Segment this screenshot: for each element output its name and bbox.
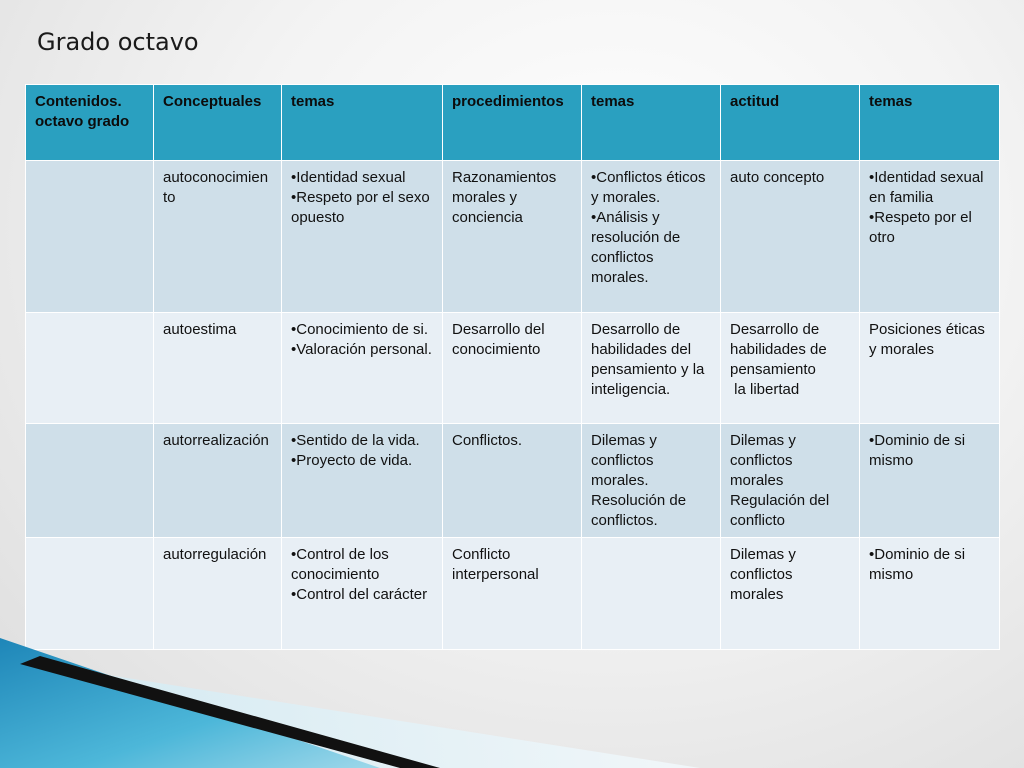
table-cell-procedimientos bbox=[443, 424, 582, 538]
table-cell-temas-1 bbox=[282, 313, 443, 424]
table-cell-temas-3 bbox=[860, 313, 1000, 424]
table-cell-contenidos bbox=[26, 424, 154, 538]
cell-text-line: •Identidad sexual en familia bbox=[869, 169, 988, 206]
table-cell-contenidos bbox=[26, 538, 154, 650]
swoosh-black-line bbox=[20, 656, 440, 768]
cell-text-line: Desarrollo de habilidades de pensamiento bbox=[730, 321, 831, 378]
cell-text-line: autorrealización bbox=[163, 432, 269, 449]
cell-text-line: autoconocimiento bbox=[163, 169, 269, 206]
decorative-swoosh bbox=[0, 638, 1024, 768]
table-cell-procedimientos bbox=[443, 161, 582, 313]
cell-text-line: Dilemas y conflictos morales bbox=[730, 546, 801, 603]
table-row bbox=[26, 161, 1000, 313]
cell-text-line: Razonamientos morales y conciencia bbox=[452, 169, 561, 226]
cell-text-line: •Conocimiento de si. bbox=[291, 321, 428, 338]
cell-text-line: autorregulación bbox=[163, 546, 267, 563]
table-cell-temas-2 bbox=[582, 161, 721, 313]
content-table bbox=[25, 84, 1000, 650]
table-cell-temas-3 bbox=[860, 424, 1000, 538]
table-cell-temas-2 bbox=[582, 313, 721, 424]
table-cell-temas-3 bbox=[860, 538, 1000, 650]
table-body bbox=[26, 161, 1000, 650]
cell-text-line: la libertad bbox=[730, 381, 800, 398]
cell-text-line: Conflicto interpersonal bbox=[452, 546, 539, 583]
table-cell-contenidos bbox=[26, 313, 154, 424]
table-cell-conceptuales bbox=[154, 538, 282, 650]
cell-text-line: Desarrollo del conocimiento bbox=[452, 321, 549, 358]
cell-text-line: •Control de los conocimiento bbox=[291, 546, 393, 583]
cell-text-line: Dilemas y conflictos morales. bbox=[591, 432, 662, 489]
table-cell-temas-3 bbox=[860, 161, 1000, 313]
swoosh-pale-band bbox=[0, 658, 700, 768]
cell-text-line: •Respeto por el sexo opuesto bbox=[291, 189, 434, 226]
cell-text-line: •Dominio de si mismo bbox=[869, 546, 970, 583]
header-cell-actitud: actitud bbox=[721, 85, 860, 161]
table-header-row bbox=[26, 85, 1000, 161]
table-row bbox=[26, 538, 1000, 650]
table-cell-conceptuales bbox=[154, 313, 282, 424]
header-cell-conceptuales: Conceptuales bbox=[154, 85, 282, 161]
cell-text-line: •Sentido de la vida. bbox=[291, 432, 420, 449]
header-cell-temas-1: temas bbox=[282, 85, 443, 161]
table-cell-conceptuales bbox=[154, 424, 282, 538]
table-cell-temas-2 bbox=[582, 424, 721, 538]
cell-text-line: •Valoración personal. bbox=[291, 341, 432, 358]
cell-text-line: Conflictos. bbox=[452, 432, 523, 449]
cell-text-line: Regulación del conflicto bbox=[730, 492, 834, 529]
cell-text-line: Dilemas y conflictos morales bbox=[730, 432, 801, 489]
cell-text-line: •Análisis y resolución de conflictos morales. bbox=[591, 209, 685, 286]
table-cell-procedimientos bbox=[443, 313, 582, 424]
table-cell-actitud bbox=[721, 313, 860, 424]
table-cell-actitud bbox=[721, 161, 860, 313]
cell-text-line: autoestima bbox=[163, 321, 237, 338]
cell-text-line: •Respeto por el otro bbox=[869, 209, 976, 246]
table-cell-contenidos bbox=[26, 161, 154, 313]
cell-text-line: Resolución de conflictos. bbox=[591, 492, 691, 529]
cell-text-line: Posiciones éticas y morales bbox=[869, 321, 990, 358]
table-cell-actitud bbox=[721, 424, 860, 538]
cell-text-line: •Conflictos éticos y morales. bbox=[591, 169, 710, 206]
cell-text-line: •Control del carácter bbox=[291, 586, 428, 603]
slide-title: Grado octavo bbox=[37, 28, 199, 56]
table-cell-procedimientos bbox=[443, 538, 582, 650]
table-cell-temas-1 bbox=[282, 161, 443, 313]
table-cell-actitud bbox=[721, 538, 860, 650]
header-cell-contenidos: Contenidos. octavo grado bbox=[26, 85, 154, 161]
cell-text-line: •Identidad sexual bbox=[291, 169, 406, 186]
header-cell-procedimientos: procedimientos bbox=[443, 85, 582, 161]
cell-text-line: •Proyecto de vida. bbox=[291, 452, 413, 469]
table-cell-temas-1 bbox=[282, 424, 443, 538]
table-cell-conceptuales bbox=[154, 161, 282, 313]
cell-text-line: Desarrollo de habilidades del pensamiento y la inteligencia. bbox=[591, 321, 709, 398]
table-cell-temas-2 bbox=[582, 538, 721, 650]
swoosh-blue-band bbox=[0, 638, 380, 768]
header-cell-temas-2: temas bbox=[582, 85, 721, 161]
table-row bbox=[26, 424, 1000, 538]
cell-text-line: •Dominio de si mismo bbox=[869, 432, 970, 469]
table-row bbox=[26, 313, 1000, 424]
cell-text-line: auto concepto bbox=[730, 169, 825, 186]
header-cell-temas-3: temas bbox=[860, 85, 1000, 161]
table-cell-temas-1 bbox=[282, 538, 443, 650]
